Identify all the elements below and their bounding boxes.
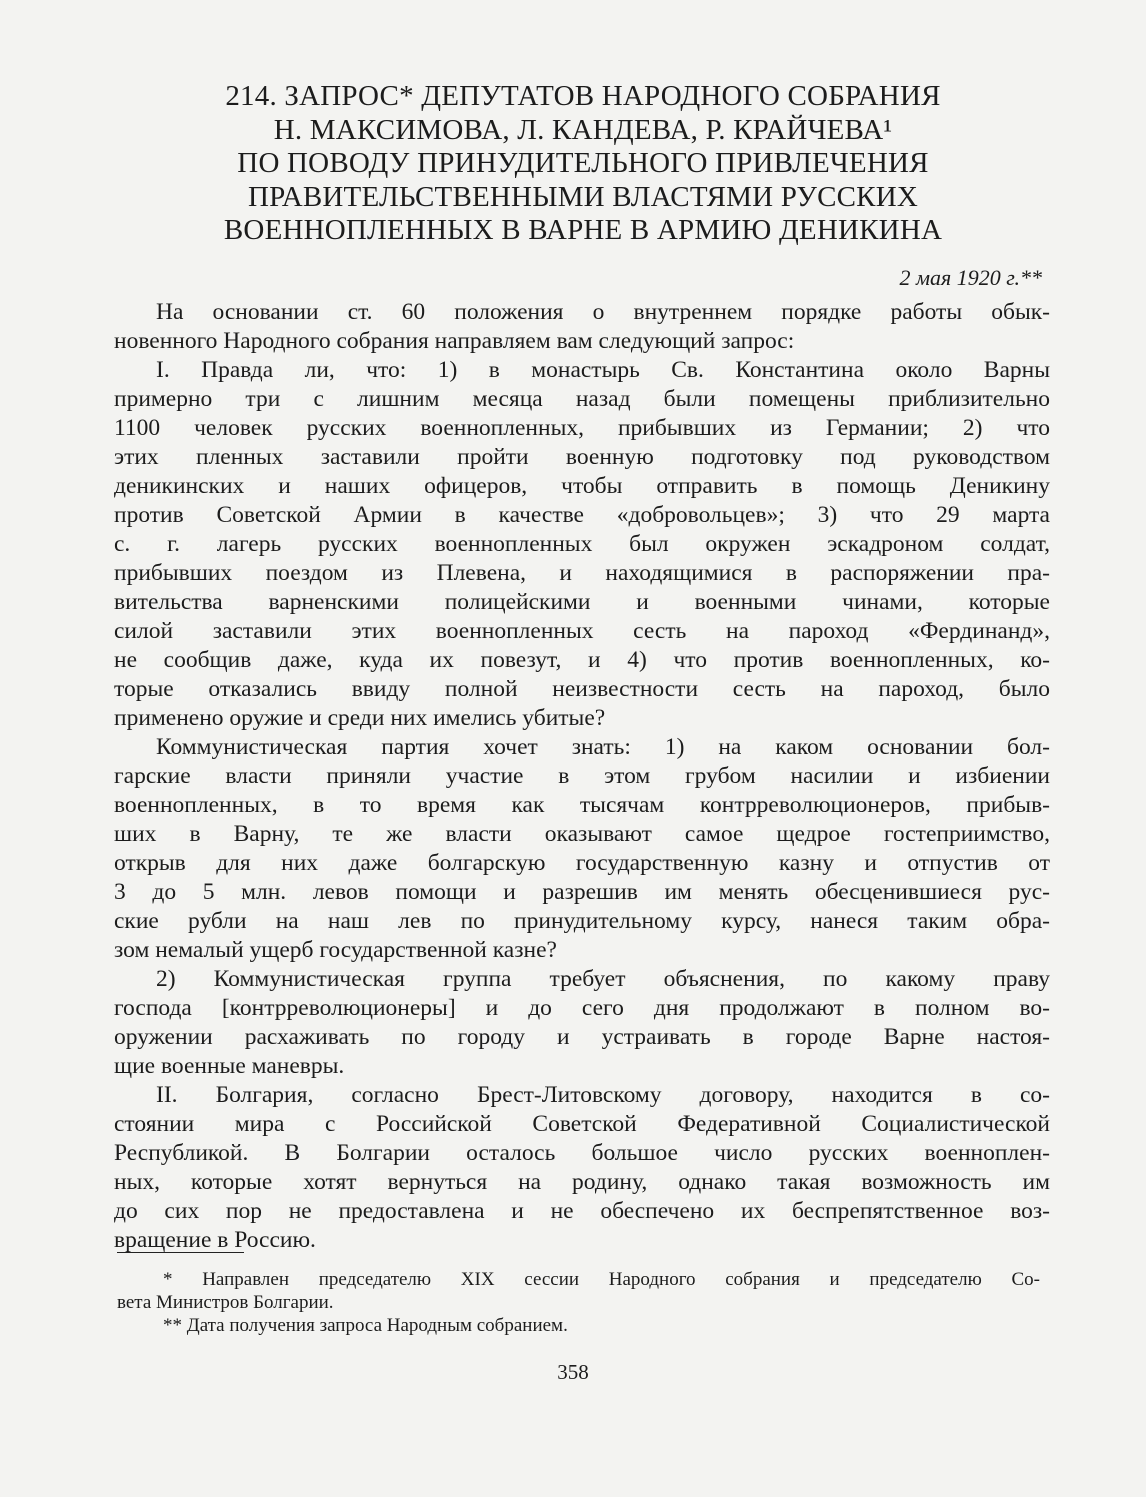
body-line: 2) Коммунистическая группа требует объяснения, по какому праву <box>156 966 1050 992</box>
page-number: 358 <box>557 1360 589 1384</box>
body-line: силой заставили этих военнопленных сесть на пароход «Фердинанд», <box>114 618 1050 644</box>
document-title <box>150 80 1016 248</box>
body-line: гарские власти приняли участие в этом грубом насилии и избиении <box>114 763 1050 789</box>
body-line: На основании ст. 60 положения о внутреннем порядке работы обык- <box>156 299 1050 325</box>
footnote-divider <box>117 1252 244 1253</box>
body-line: Коммунистическая партия хочет знать: 1) на каком основании бол- <box>156 734 1050 760</box>
body-line: 1100 человек русских военнопленных, прибывших из Германии; 2) что <box>114 415 1050 441</box>
title-line: 214. ЗАПРОС* ДЕПУТАТОВ НАРОДНОГО СОБРАНИЯ <box>225 80 941 112</box>
document-body <box>114 298 1050 1255</box>
footnote-line: * Направлен председателю XIX сессии Народного собрания и председателю Со- <box>163 1269 1040 1290</box>
document-date: 2 мая 1920 г.** <box>899 265 1042 290</box>
body-line: до сих пор не предоставлена и не обеспечено их беспрепятственное воз- <box>114 1198 1050 1224</box>
body-line: Республикой. В Болгарии осталось большое число русских военноплен- <box>114 1140 1050 1166</box>
title-line: ВОЕННОПЛЕННЫХ В ВАРНЕ В АРМИЮ ДЕНИКИНА <box>223 214 943 246</box>
title-line: ПО ПОВОДУ ПРИНУДИТЕЛЬНОГО ПРИВЛЕЧЕНИЯ <box>237 147 929 179</box>
body-line: прибывших поездом из Плевена, и находящимися в распоряжении пра- <box>114 560 1050 586</box>
body-line: ские рубли на наш лев по принудительному курсу, нанеся таким обра- <box>114 908 1050 934</box>
body-line: господа [контрреволюционеры] и до сего дня продолжают в полном во- <box>114 995 1050 1021</box>
footnote-line: вета Министров Болгарии. <box>117 1292 334 1313</box>
title-line: ПРАВИТЕЛЬСТВЕННЫМИ ВЛАСТЯМИ РУССКИХ <box>247 180 919 213</box>
body-line: вращение в Россию. <box>114 1227 316 1253</box>
body-line: этих пленных заставили пройти военную подготовку под руководством <box>114 444 1050 470</box>
body-line: щие военные маневры. <box>114 1053 345 1079</box>
body-line: 3 до 5 млн. левов помощи и разрешив им менять обесценившиеся рус- <box>114 879 1050 905</box>
body-line: против Советской Армии в качестве «добровольцев»; 3) что 29 марта <box>114 502 1050 528</box>
body-line: I. Правда ли, что: 1) в монастырь Св. Константина около Варны <box>156 357 1050 383</box>
body-line: оружении расхаживать по городу и устраивать в городе Варне настоя- <box>114 1024 1050 1050</box>
title-line: Н. МАКСИМОВА, Л. КАНДЕВА, Р. КРАЙЧЕВА¹ <box>273 113 893 146</box>
body-line: применено оружие и среди них имелись убитые? <box>114 705 606 731</box>
body-line: ных, которые хотят вернуться на родину, однако такая возможность им <box>114 1169 1050 1195</box>
body-line: ших в Варну, те же власти оказывают самое щедрое гостеприимство, <box>114 821 1050 847</box>
body-line: зом немалый ущерб государственной казне? <box>114 937 557 963</box>
body-line: с. г. лагерь русских военнопленных был окружен эскадроном солдат, <box>114 531 1050 557</box>
body-line: новенного Народного собрания направляем вам следующий запрос: <box>114 328 795 354</box>
body-line: II. Болгария, согласно Брест-Литовскому договору, находится в со- <box>156 1082 1050 1108</box>
footnote-line: ** Дата получения запроса Народным собранием. <box>163 1315 568 1336</box>
body-line: стоянии мира с Российской Советской Федеративной Социалистической <box>114 1111 1050 1137</box>
body-line: не сообщив даже, куда их повезут, и 4) что против военнопленных, ко- <box>114 647 1050 673</box>
body-line: открыв для них даже болгарскую государственную казну и отпустив от <box>114 850 1050 876</box>
body-line: военнопленных, в то время как тысячам контрреволюционеров, прибыв- <box>114 792 1050 818</box>
body-line: торые отказались ввиду полной неизвестности сесть на пароход, было <box>114 676 1050 702</box>
body-line: деникинских и наших офицеров, чтобы отправить в помощь Деникину <box>114 473 1050 499</box>
body-line: вительства варненскими полицейскими и военными чинами, которые <box>114 589 1050 615</box>
footnotes <box>117 1268 1040 1337</box>
body-line: примерно три с лишним месяца назад были помещены приблизительно <box>114 386 1050 412</box>
